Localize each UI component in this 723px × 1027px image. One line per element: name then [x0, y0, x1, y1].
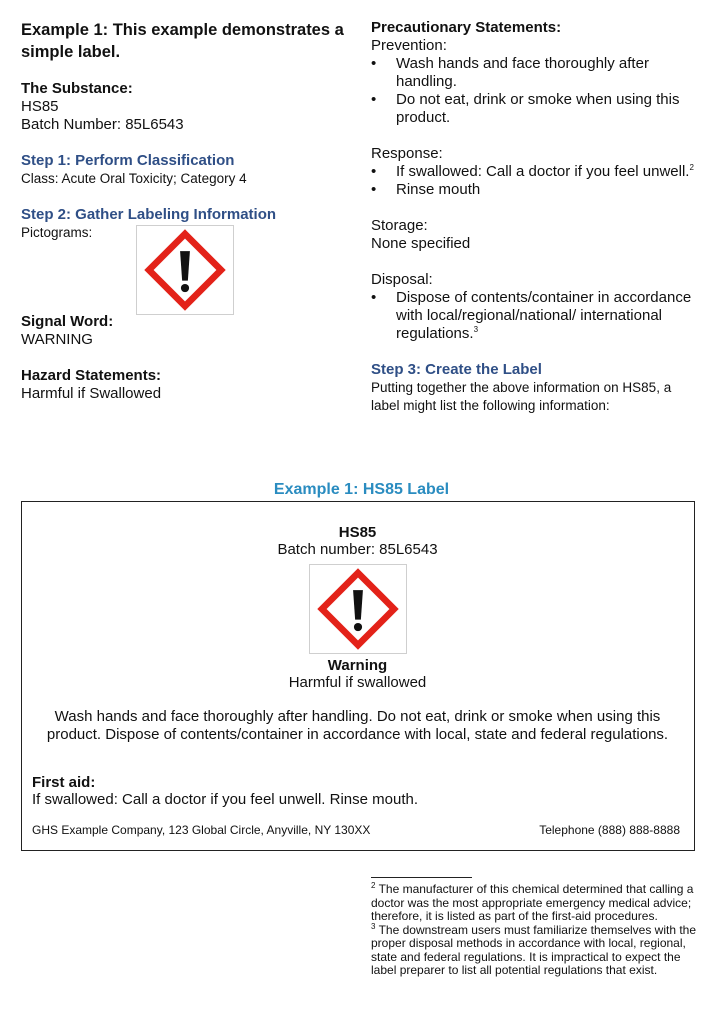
- example-title: Example 1: This example demonstrates a simple label.: [21, 21, 344, 61]
- footnote-2: $^2$ The manufacturer of this chemical determined that calling a doctor was the most appropriate emergency medical advice; therefore, it is listed as part of the first-aid procedures.: [371, 881, 694, 923]
- list-item: • Wash hands and face thoroughly after handling.: [371, 55, 649, 90]
- storage-value: None specified: [371, 235, 471, 252]
- label-batch: Batch number: 85L6543: [277, 541, 438, 558]
- label-precautions: Wash hands and face thoroughly after handling. Do not eat, drink or smoke when using this product. Dispose of contents/container in accordance with local, state and federal regulations.: [46, 708, 669, 743]
- storage-label: Storage:: [371, 217, 428, 234]
- signal-word-heading: Signal Word:: [21, 313, 114, 330]
- substance-heading: The Substance:: [21, 80, 133, 97]
- prevention-label: Prevention:: [371, 37, 447, 54]
- footnote-ref-3: 3: [473, 325, 479, 334]
- label-first-aid-heading: First aid:: [32, 774, 96, 791]
- label-title: Example 1: HS85 Label: [273, 481, 450, 498]
- precaution-heading: Precautionary Statements:: [371, 19, 562, 36]
- label-telephone: Telephone (888) 888-8888: [539, 823, 680, 837]
- list-item: • Do not eat, drink or smoke when using this product.: [371, 91, 680, 126]
- footnote-divider: [371, 877, 472, 878]
- exclamation-mark-icon: [317, 568, 399, 650]
- left-column: [21, 19, 351, 242]
- footnote-ref-2: 2: [689, 163, 694, 172]
- hazard-value: Harmful if Swallowed: [21, 385, 162, 402]
- label-company: GHS Example Company, 123 Global Circle, Anyville, NY 130XX: [32, 823, 371, 837]
- list-item: • Dispose of contents/container in accordance with local/regional/national/ international regulations.$^3$: [371, 289, 692, 342]
- substance-batch: Batch Number: 85L6543: [21, 116, 184, 133]
- sample-label-box: [21, 501, 695, 851]
- pictograms-label: Pictograms:: [21, 225, 93, 240]
- footnote-3: $^3$ The downstream users must familiarize themselves with the proper disposal methods in accordance with local, regional, state and federal regulations. It is impractical to expect the label preparer to list all potential regulations that exist.: [371, 921, 697, 977]
- prevention-list: [371, 55, 701, 127]
- left-column-lower: [21, 313, 351, 403]
- label-hazard: Harmful if swallowed: [288, 674, 427, 691]
- label-signal-word: Warning: [327, 657, 388, 674]
- exclamation-mark-icon: [144, 229, 226, 311]
- exclamation-pictogram-icon: [136, 225, 234, 315]
- step1-text: Class: Acute Oral Toxicity; Category 4: [21, 171, 247, 186]
- label-first-aid-text: If swallowed: Call a doctor if you feel unwell. Rinse mouth.: [32, 791, 419, 808]
- hazard-heading: Hazard Statements:: [21, 367, 162, 384]
- step3-heading: Step 3: Create the Label: [371, 361, 542, 378]
- label-product: HS85: [338, 524, 377, 541]
- label-exclamation-pictogram-icon: [309, 564, 407, 654]
- response-label: Response:: [371, 145, 443, 162]
- footnotes: [371, 883, 701, 978]
- signal-word-value: WARNING: [21, 331, 93, 348]
- step2-heading: Step 2: Gather Labeling Information: [21, 206, 277, 223]
- substance-name: HS85: [21, 98, 59, 115]
- response-list: [371, 163, 701, 199]
- step1-heading: Step 1: Perform Classification: [21, 152, 235, 169]
- disposal-label: Disposal:: [371, 271, 433, 288]
- disposal-list: [371, 289, 701, 343]
- step3-text: Putting together the above information on HS85, a label might list the following information:: [371, 380, 672, 413]
- list-item: • Rinse mouth: [371, 181, 481, 198]
- list-item: • If swallowed: Call a doctor if you feel unwell.$^2$: [371, 163, 694, 180]
- right-column: [371, 19, 701, 415]
